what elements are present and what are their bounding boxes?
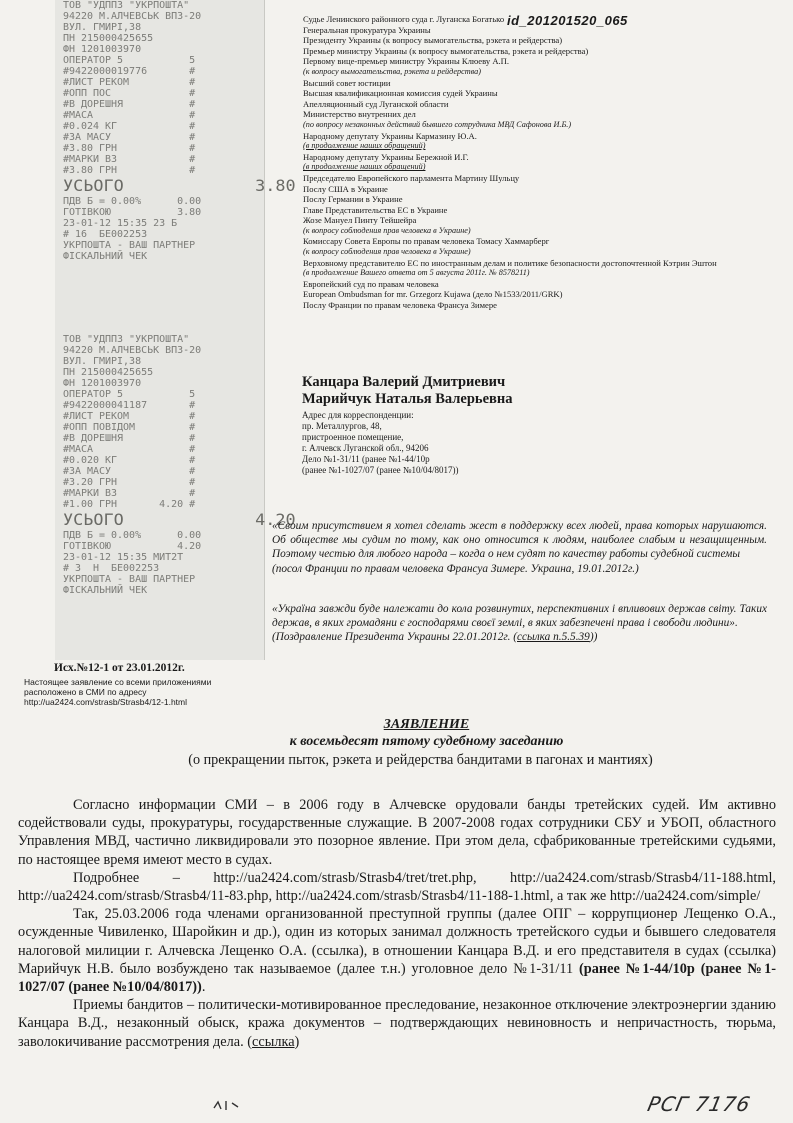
addressee-line: Комиссару Совета Европы по правам человека Томасу Хаммарберг — [303, 236, 550, 247]
receipt-1 — [63, 0, 296, 262]
addressee-line: Народному депутату Украины Кармазину Ю.А. — [303, 130, 477, 141]
addressee-line: Министерство внутренних дел — [303, 109, 416, 120]
receipt-line: #ЗА МАСУ # — [63, 466, 196, 477]
addressee-line: Апелляционный суд Луганской области — [303, 98, 449, 109]
outgoing-note: Настоящее заявление со всеми приложениями расположено в СМИ по адресу http://ua2424.com/strasb/Strasb4/12-1.html — [24, 677, 212, 708]
addressee-line: Высшая квалификационная комиссия судей Украины — [303, 88, 498, 99]
quote-text: «Своим присутствием я хотел сделать жест в поддержку всех людей, права которых нарушаются. Об обществе мы судим по тому, как оно относится к людям, наиболее слабым и незащищенным. Поэтому честью для любого народа – когда о нем судят по качеству работы судебной системы — [272, 520, 767, 561]
receipt-line: # 3 Н БЕ002253 — [63, 563, 160, 574]
receipt-line: # 16 БЕ002253 — [63, 229, 148, 240]
addressee-line: Послу США в Украине — [303, 183, 388, 194]
body-link[interactable]: ссылка — [252, 1033, 295, 1050]
page-title: ЗАЯВЛЕНИЕ — [383, 717, 470, 732]
addressee-line: (к вопросу соблюдения прав человека в Украине) — [303, 225, 471, 235]
sender-block — [302, 374, 602, 476]
receipt-line: ТОВ "УДППЗ "УКРПОШТА" — [63, 334, 190, 345]
postal-receipts — [55, 0, 296, 660]
sender-address-line: Адрес для корреспонденции: — [302, 410, 414, 420]
addressee-line: Послу Германии в Украине — [303, 194, 403, 205]
receipt-line: 94220 М.АЛЧЕВСЬК ВПЗ-20 — [63, 345, 202, 356]
addressee-line: Судье Ленинского районного суда г. Луганска Богатько — [303, 14, 505, 24]
addressee-line: Народному депутату Украины Бережной И.Г. — [303, 151, 469, 162]
receipt-line: ФІСКАЛЬНИЙ ЧЕК — [63, 251, 148, 262]
receipt-line: ПН 215000425655 — [63, 33, 154, 44]
receipt-line: УКРПОШТА - ВАШ ПАРТНЕР — [63, 240, 196, 251]
receipt-line: ФН 1201003970 — [63, 44, 142, 55]
ink-mark — [212, 1098, 242, 1112]
page-subtitle-2: (о прекращении пыток, рэкета и рейдерства бандитами в пагонах и мантиях) — [188, 752, 653, 768]
addressee-line: European Ombudsman for mr. Grzegorz Kujawa (дело №1533/2011/GRK) — [303, 289, 563, 300]
receipt-line: #3.80 ГРН # — [63, 143, 196, 154]
sender-address-line: пр. Металлургов, 48, — [302, 421, 382, 431]
receipt-line: #ОПП ПОВІДОМ # — [63, 422, 196, 433]
receipt-line: #ОПП ПОС # — [63, 88, 196, 99]
quote-president — [272, 602, 767, 645]
addressee-line: Жозе Мануел Пинту Тейшейра — [303, 215, 417, 226]
paragraph-2: Подробнее – http://ua2424.com/strasb/Strasb4/tret/tret.php, http://ua2424.com/strasb/Strasb4/11-188.html, http://ua2424.com/strasb/Strasb4/11-83.php, http://ua2424.com/strasb/Strasb4/11-188-1.html, а так же http://ua2424.com/simple/ — [18, 869, 776, 905]
receipt-line: ТОВ "УДППЗ "УКРПОШТА" — [63, 0, 190, 11]
receipt-line: ПН 215000425655 — [63, 367, 154, 378]
quote-text: «Україна завжди буде належати до кола розвинутих, перспективних і впливових держав світу. Таких держав, в яких громадяни є господарями своєї землі, в яких забезпечені права і свободи людини». — [272, 603, 767, 630]
addressee-line: Главе Представительства ЕС в Украине — [303, 204, 448, 215]
receipt-line: ВУЛ. ГМИРІ,38 — [63, 22, 142, 33]
paragraph-4: Приемы бандитов – политически-мотивированное преследование, незаконное отключение электроэнергии зданию Канцара В.Д., незаконный обыск, кража документов – подтверждающих невиновность и непричастность, тюрьма, заволокичивание рассмотрения дела. (ссылка) — [18, 997, 776, 1050]
receipt-line: #ЛИСТ РЕКОМ # — [63, 411, 196, 422]
receipt-line: ФН 1201003970 — [63, 378, 142, 389]
receipt-line: ПДВ Б = 0.00% 0.00 — [63, 530, 202, 541]
receipt-line: #В ДОРЕШНЯ # — [63, 99, 196, 110]
receipt-line: 23-01-12 15:35 МИТ2Т — [63, 552, 184, 563]
outgoing-number-block — [24, 662, 264, 708]
receipt-line: #9422000019776 # — [63, 66, 196, 77]
receipt-line: 94220 М.АЛЧЕВСЬК ВПЗ-20 — [63, 11, 202, 22]
sender-address-line: пристроенное помещение, — [302, 432, 404, 442]
quote-source: (посол Франции по правам человека Франсуа Зимере. Украина, 19.01.2012г.) — [272, 562, 639, 575]
receipt-line: #МАСА # — [63, 444, 196, 455]
addressee-line: Первому вице-премьер министру Украины Клюеву А.П. — [303, 56, 510, 67]
page-subtitle: к восемьдесят пятому судебному заседанию — [289, 734, 564, 749]
receipt-line: #3.20 ГРН # — [63, 477, 196, 488]
paragraph-1: Согласно информации СМИ – в 2006 году в Алчевске орудовали банды третейских судей. Им активно содействовали суды, прокуратуры, государственные служащие. В 2007-2008 годах сотрудники СБУ и УБОП, областного Управления МВД, частично ликвидировали это позорное явление. При этом дела, сфабрикованные третейскими судьями, по настоящее время имеют место в судах. — [18, 797, 776, 868]
receipt-line: ОПЕРАТОР 5 5 — [63, 55, 196, 66]
quote-french-ambassador — [272, 519, 767, 576]
sender-name-1: Канцара Валерий Дмитриевич — [302, 374, 506, 390]
quote-source: (Поздравление Президента Украины 22.01.2012г. (ссылка п.5.5.39)) — [272, 631, 598, 644]
receipt-line: УКРПОШТА - ВАШ ПАРТНЕР — [63, 574, 196, 585]
addressee-line: (в продолжение наших обращений) — [303, 162, 426, 172]
addressee-line: Председателю Европейского парламента Мартину Шульцу — [303, 172, 520, 183]
addressee-line: (по вопросу незаконных действий бывшего сотрудника МВД Сафонова И.Б.) — [303, 119, 572, 129]
receipt-line: #ЛИСТ РЕКОМ # — [63, 77, 196, 88]
receipt-line: ВУЛ. ГМИРІ,38 — [63, 356, 142, 367]
sender-name-2: Марийчук Наталья Валерьевна — [302, 391, 513, 407]
receipt-line: 23-01-12 15:35 23 Б — [63, 218, 178, 229]
title-block — [0, 717, 793, 769]
receipt-line: #ЗА МАСУ # — [63, 132, 196, 143]
sender-address-line: г. Алчевск Луганской обл., 94206 — [302, 443, 429, 453]
receipt-line: #1.00 ГРН 4.20 # — [63, 499, 196, 510]
quote-link[interactable]: ссылка п.5.5.39 — [517, 631, 590, 644]
receipt-line: #9422000041187 # — [63, 400, 196, 411]
receipt-line: УСЬОГО 3.80 — [63, 176, 296, 195]
addressee-line: (в продолжение наших обращений) — [303, 141, 426, 151]
document-id: id_201201520_065 — [507, 13, 628, 28]
receipt-line: УСЬОГО 4.20 — [63, 510, 296, 529]
addressee-line: Премьер министру Украины (к вопросу вымогательства, рэкета и рейдерства) — [303, 45, 589, 56]
receipt-line: ГОТІВКОЮ 4.20 — [63, 541, 202, 552]
receipt-line: #3.80 ГРН # — [63, 165, 196, 176]
receipt-line: #МАСА # — [63, 110, 196, 121]
receipt-line: ПДВ Б = 0.00% 0.00 — [63, 196, 202, 207]
receipt-2 — [63, 334, 296, 596]
receipt-line: #0.024 КГ # — [63, 121, 196, 132]
sender-address-line: (ранее №1-1027/07 (ранее №10/04/8017)) — [302, 465, 459, 475]
receipt-line: #МАРКИ ВЗ # — [63, 488, 196, 499]
addressee-line: Президенту Украины (к вопросу вымогательства, рэкета и рейдерства) — [303, 35, 563, 46]
receipt-line: ФІСКАЛЬНИЙ ЧЕК — [63, 585, 148, 596]
paragraph-3: Так, 25.03.2006 года членами организованной преступной группы (далее ОПГ – коррупционер Лещенко О.А., осужденные Чивиленко, Шаройкин и др.), один из которых занимал должность третейского судьи и бывшего следователя налоговой милиции г. Алчевска Лещенко О.А. (ссылка), в отношении Канцара В.Д. и его представителя в судах (ссылка) Марийчук Н.В. было возбуждено так называемое (далее т.н.) уголовное дело №1-31/11 (ранее №1-44/10р (ранее №1-1027/07 (ранее №10/04/8017)). — [18, 906, 776, 996]
outgoing-number: Исх.№12-1 от 23.01.2012г. — [54, 662, 185, 674]
receipt-line: ОПЕРАТОР 5 5 — [63, 389, 196, 400]
addressee-list — [303, 14, 773, 311]
sender-address-line: Дело №1-31/11 (ранее №1-44/10р — [302, 454, 430, 464]
addressee-line: (к вопросу соблюдения прав человека в Украине) — [303, 247, 471, 257]
addressee-line: Высший совет юстиции — [303, 77, 391, 88]
addressee-line: (к вопросу вымогательства, рэкета и рейдерства) — [303, 66, 481, 76]
receipt-line: #МАРКИ ВЗ # — [63, 154, 196, 165]
receipt-line: ГОТІВКОЮ 3.80 — [63, 207, 202, 218]
sender-address — [302, 410, 602, 476]
body-text — [18, 796, 776, 1051]
handwritten-number: РСГ 7176 — [645, 1092, 753, 1116]
addressee-line: Послу Франции по правам человека Франсуа Зимере — [303, 300, 497, 311]
receipt-line: #0.020 КГ # — [63, 455, 196, 466]
addressee-line: Генеральная прокуратура Украины — [303, 24, 431, 35]
receipt-line: #В ДОРЕШНЯ # — [63, 433, 196, 444]
addressee-line: (в продолжение Вашего ответа от 5 августа 2011г. № 8578211) — [303, 268, 530, 278]
addressee-line: Европейский суд по правам человека — [303, 278, 439, 289]
addressee-line: Верховному представителю ЕС по иностранным делам и политике безопасности достопочтенной Кэтрин Эштон — [303, 257, 717, 268]
